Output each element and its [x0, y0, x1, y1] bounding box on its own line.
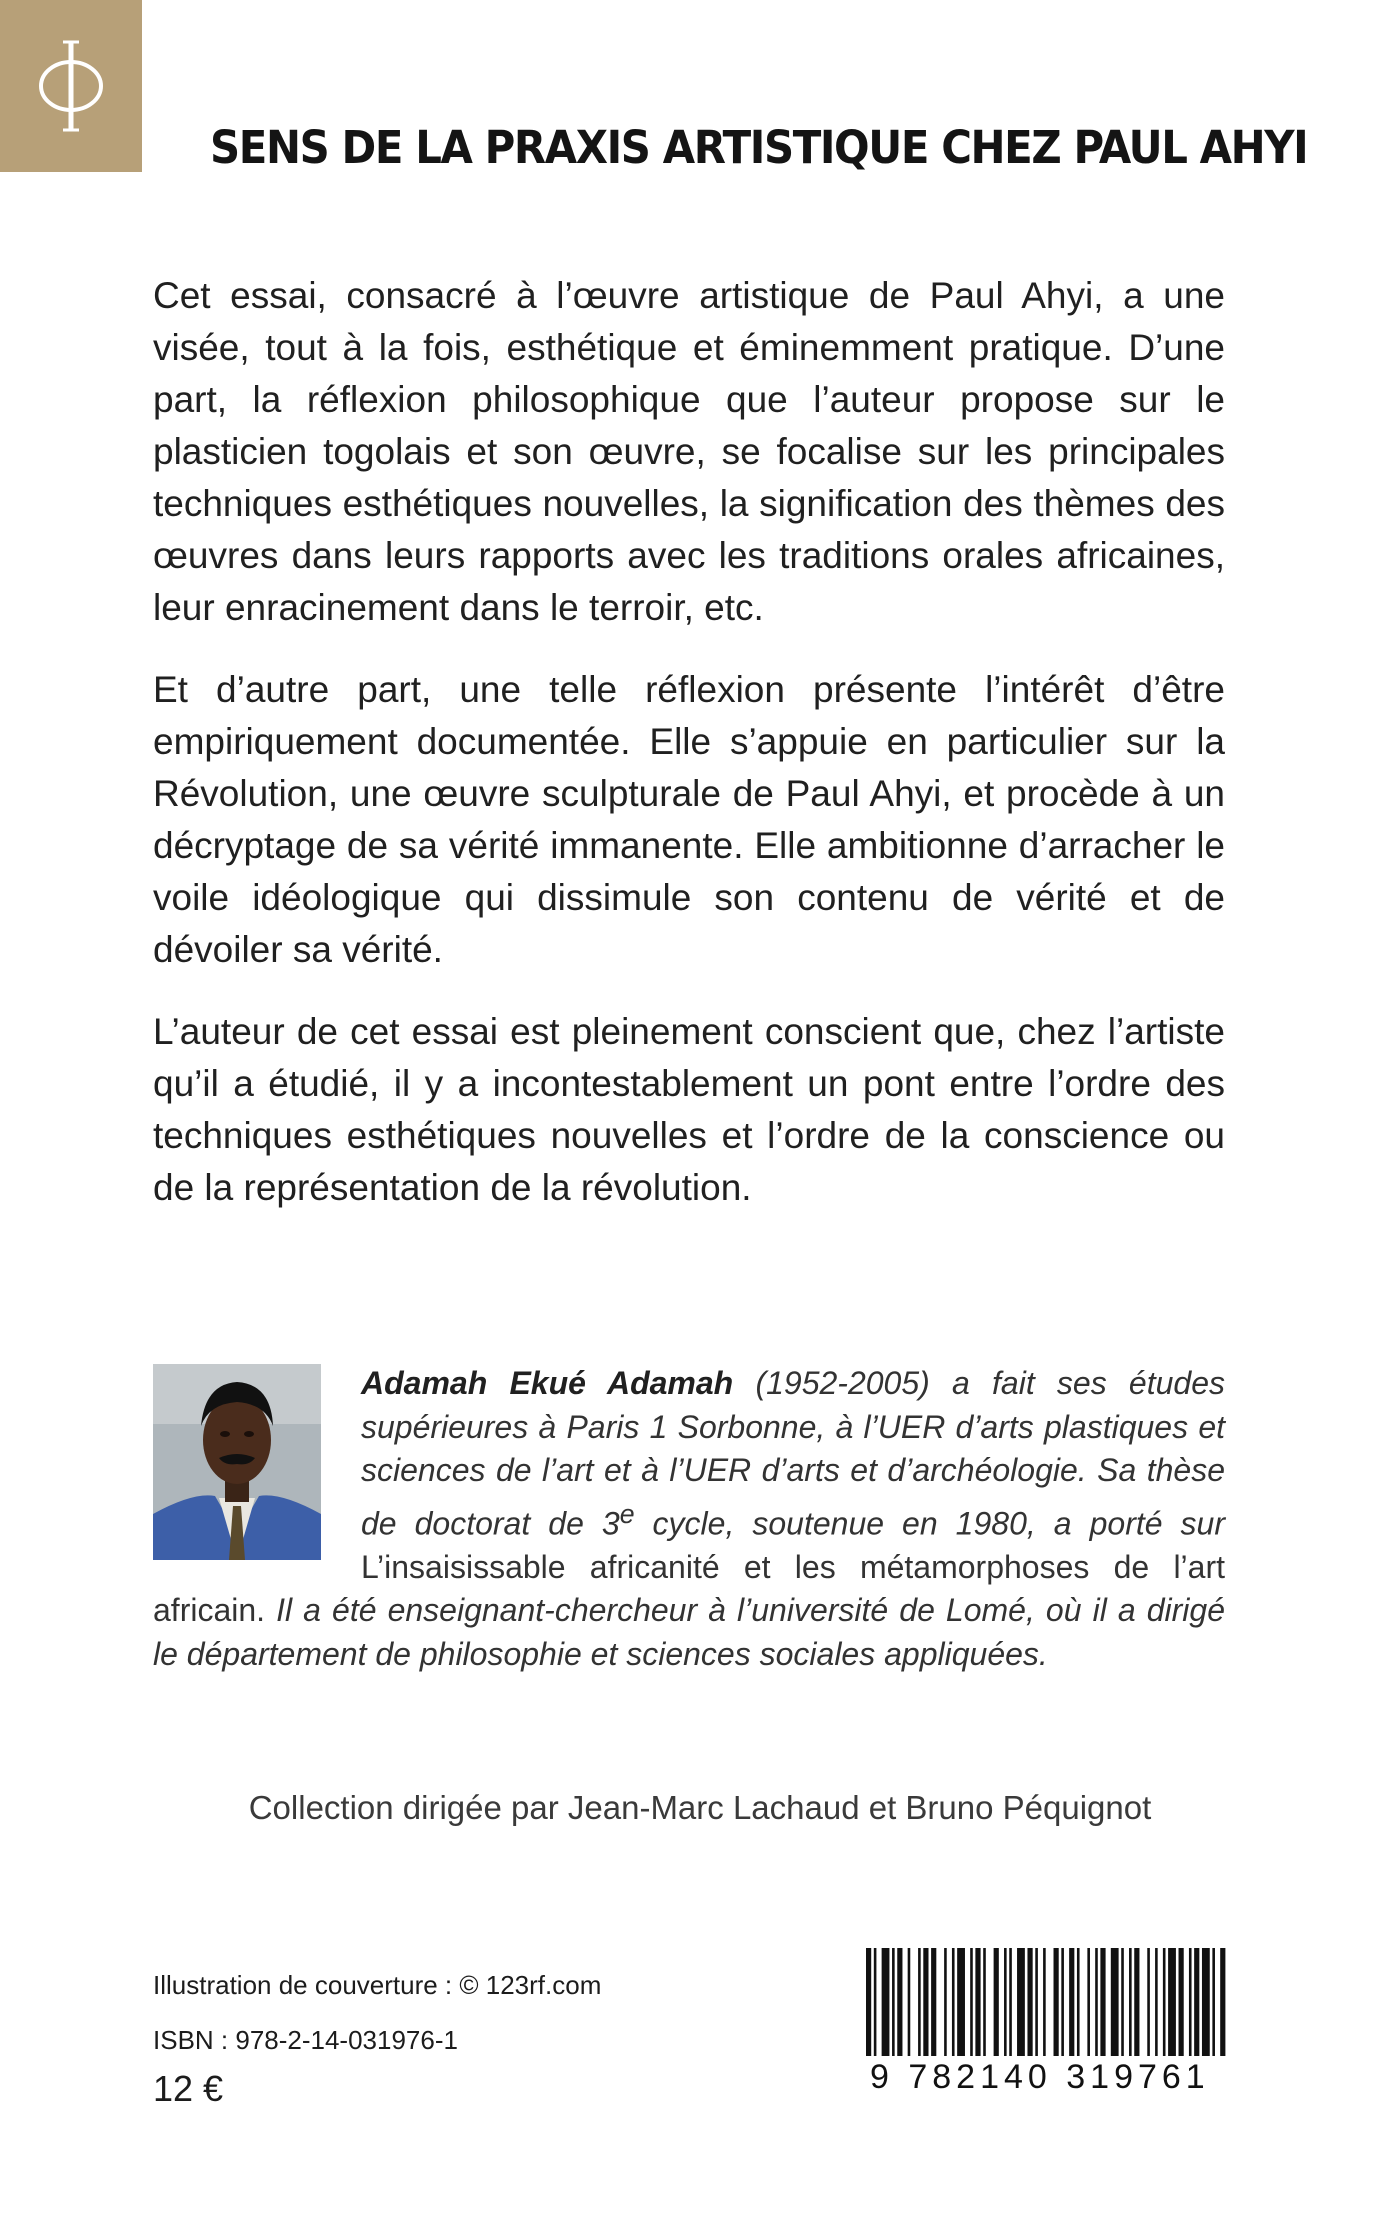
barcode-bar	[897, 1948, 902, 2056]
barcode-bar	[970, 1948, 973, 2056]
barcode-digits: 9 782140 319761	[870, 2058, 1210, 2096]
barcode-bar	[957, 1948, 965, 2056]
barcode-bar	[983, 1948, 986, 2056]
collection-credit: Collection dirigée par Jean-Marc Lachaud et Bruno Péquignot	[248, 1789, 1152, 1826]
barcode-bar	[994, 1948, 999, 2056]
barcode-bar	[952, 1948, 955, 2056]
barcode-bar	[1009, 1948, 1012, 2056]
barcode-bar	[1004, 1948, 1007, 2056]
barcode-bar	[931, 1948, 936, 2056]
barcode-bar	[1017, 1948, 1025, 2056]
blurb-paragraph: Cet essai, consacré à l’œuvre artistique de Paul Ahyi, a une visée, tout à la fois, esthétique et éminemment pratique. D’une part, la réflexion philosophique que l’auteur propose sur le plasticien togolais et son œuvre, se focalise sur les principales techniques esthétiques nouvelles, la signification des thèmes des œuvres dans leurs rapports avec les traditions orales africaines, leur enracinement dans le terroir, etc.	[153, 275, 1225, 628]
barcode-bar	[1027, 1948, 1032, 2056]
barcode-bar	[1100, 1948, 1105, 2056]
barcode-bar	[1054, 1948, 1059, 2056]
barcode-bar	[1069, 1948, 1074, 2056]
blurb-paragraph: L’auteur de cet essai est pleinement conscient que, chez l’artiste qu’il a étudié, il y a incontestablement un pont entre l’ordre des techniques esthétiques nouvelles et l’ordre de la conscience ou de la représentation de la révolution.	[153, 1011, 1225, 1208]
barcode-bar	[882, 1948, 890, 2056]
book-title: SENS DE LA PRAXIS ARTISTIQUE CHEZ PAUL AHYI	[210, 121, 1308, 174]
barcode-bar	[975, 1948, 980, 2056]
barcode-bar	[874, 1948, 877, 2056]
author-bio-text: (1952-2005) a fait ses études supérieures à Paris 1 Sorbonne, à l’UER d’arts plastiques et sciences de l’art et à l’UER d’arts et d’archéologie. Sa thèse de doctorat de 3	[361, 1365, 1226, 1542]
barcode-bar	[1189, 1948, 1192, 2056]
blurb-paragraph: Et d’autre part, une telle réflexion présente l’intérêt d’être empiriquement documentée. Elle s’appuie en particulier sur la Révolution, une œuvre sculpturale de Paul Ahyi, et procède à un décryptage de sa vérité immanente. Elle ambitionne d’arracher le voile idéologique qui dissimule son contenu de vérité et de dévoiler sa vérité.	[153, 669, 1225, 970]
barcode-bar	[1035, 1948, 1038, 2056]
barcode-bar	[944, 1948, 947, 2056]
blurb	[153, 270, 1225, 1244]
author-photo	[153, 1364, 321, 1560]
barcode-bar	[1155, 1948, 1158, 2056]
author-name: Adamah Ekué Adamah	[361, 1365, 734, 1401]
barcode	[866, 1948, 1228, 2056]
barcode-bar	[1202, 1948, 1210, 2056]
barcode-bar	[1087, 1948, 1090, 2056]
barcode-bar	[918, 1948, 921, 2056]
barcode-bar	[1061, 1948, 1064, 2056]
barcode-bar	[1121, 1948, 1124, 2056]
barcode-bar	[1111, 1948, 1119, 2056]
barcode-bar	[1168, 1948, 1176, 2056]
barcode-bar	[1147, 1948, 1150, 2056]
illustration-credit: Illustration de couverture : © 123rf.com	[153, 1970, 602, 2000]
barcode-bar	[908, 1948, 911, 2056]
barcode-bar	[892, 1948, 895, 2056]
author-bio-text: cycle, soutenue en 1980, a porté sur	[634, 1505, 1226, 1542]
barcode-bar	[923, 1948, 928, 2056]
barcode-bar	[1134, 1948, 1139, 2056]
author-bio	[153, 1362, 1225, 1676]
price: 12 €	[153, 2068, 224, 2109]
barcode-bar	[866, 1948, 871, 2056]
barcode-bar	[1220, 1948, 1225, 2056]
barcode-bar	[1179, 1948, 1184, 2056]
barcode-bar	[1163, 1948, 1166, 2056]
barcode-bar	[1194, 1948, 1199, 2056]
barcode-bar	[1212, 1948, 1215, 2056]
thesis-title: L’insaisissable africanité et les métamorphoses de l’art africain.	[153, 1548, 1225, 1629]
barcode-bar	[1129, 1948, 1132, 2056]
isbn: ISBN : 978-2-14-031976-1	[153, 2025, 458, 2055]
phi-logo-icon	[32, 38, 110, 134]
publisher-logo	[0, 0, 142, 172]
barcode-bar	[1095, 1948, 1098, 2056]
author-bio-text: Il a été enseignant-chercheur à l’université de Lomé, où il a dirigé le département de philosophie et sciences sociales appliquées.	[153, 1592, 1225, 1672]
superscript: e	[619, 1498, 635, 1529]
barcode-bar	[1077, 1948, 1080, 2056]
barcode-bar	[1043, 1948, 1046, 2056]
